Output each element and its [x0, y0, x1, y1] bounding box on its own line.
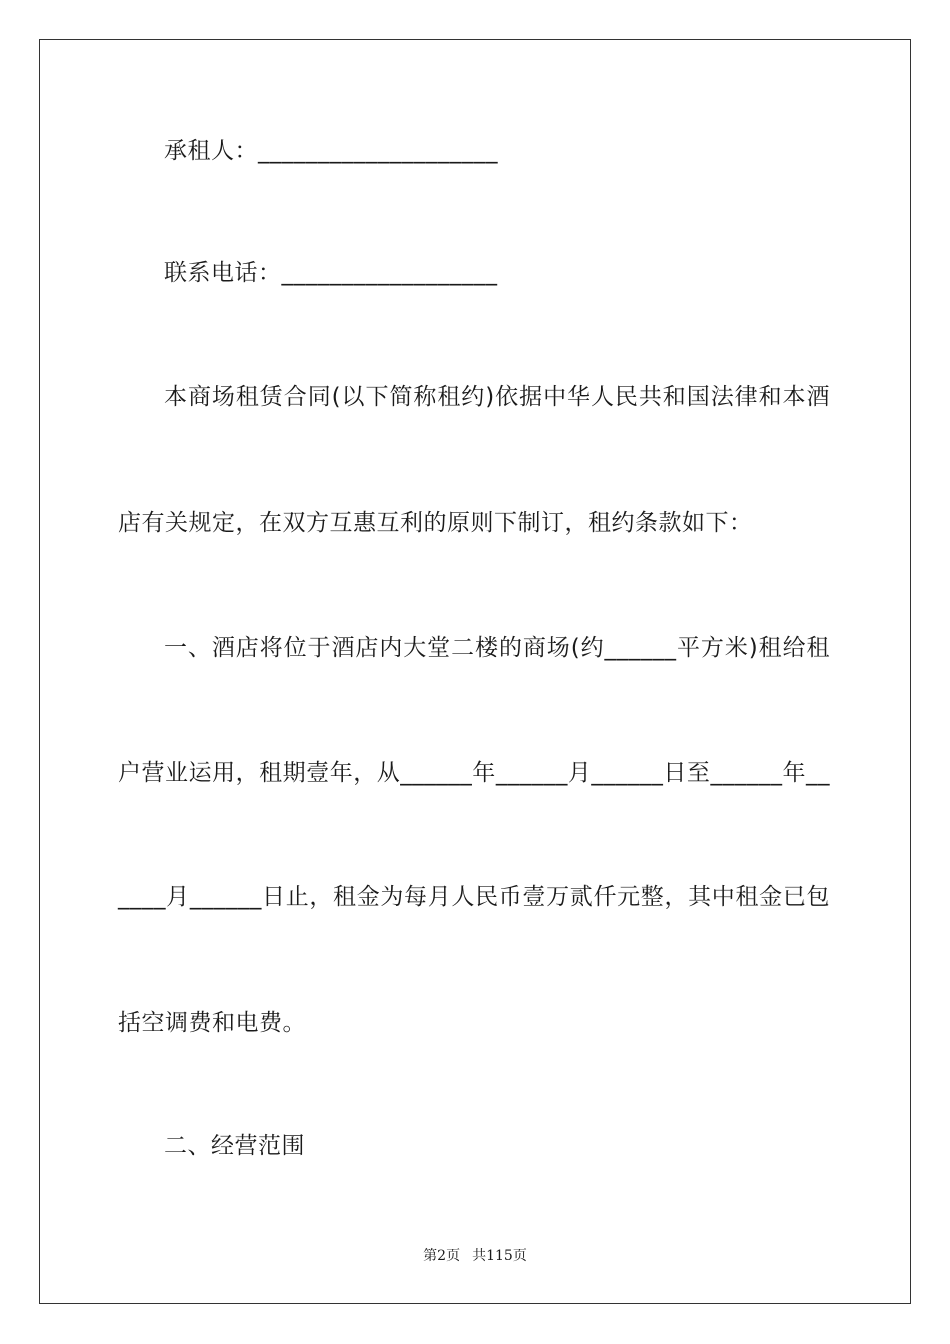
- page-total: 共115页: [472, 1248, 527, 1264]
- paragraph-intro-line-2: 店有关规定，在双方互惠互利的原则下制订，租约条款如下：: [118, 510, 753, 536]
- clause-2-heading: 二、经营范围: [164, 1133, 305, 1159]
- page-footer: [0, 1247, 950, 1265]
- page-border: [39, 39, 911, 1304]
- lessee-line: 承租人：____________________: [164, 138, 498, 164]
- page-number: 第2页: [423, 1248, 461, 1264]
- phone-line: 联系电话：__________________: [164, 260, 498, 286]
- paragraph-intro-line-1: 本商场租赁合同(以下简称租约)依据中华人民共和国法律和本酒: [164, 384, 830, 410]
- clause-1-line-2: 户营业运用，租期壹年，从______年______月______日至______年__: [118, 760, 830, 786]
- clause-1-line-4: 括空调费和电费。: [118, 1010, 306, 1036]
- clause-1-line-1: 一、酒店将位于酒店内大堂二楼的商场(约______平方米)租给租: [164, 635, 830, 661]
- clause-1-line-3: ____月______日止，租金为每月人民币壹万贰仟元整，其中租金已包: [118, 884, 830, 910]
